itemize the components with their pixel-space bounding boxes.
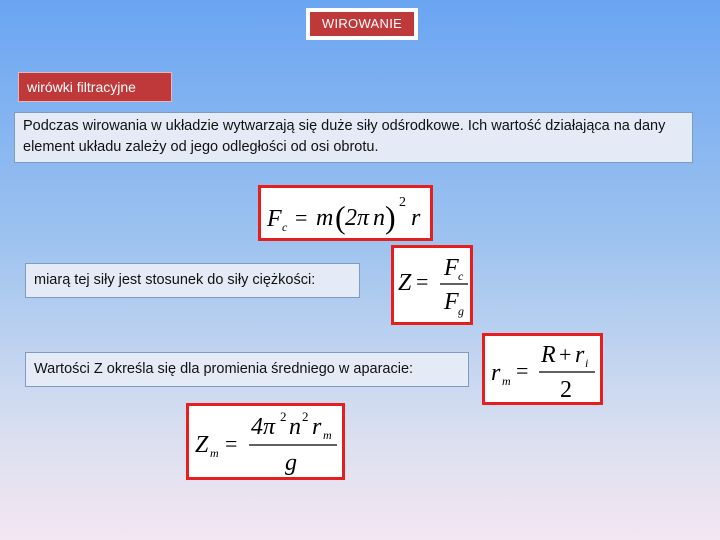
- formula-subscript: c: [282, 220, 288, 234]
- slide-title-box: [306, 8, 418, 40]
- formula-exponent: 2: [399, 195, 406, 210]
- formula-symbol: g: [285, 450, 297, 476]
- formula-symbol: R: [541, 342, 556, 368]
- formula-subscript: m: [323, 428, 332, 442]
- formula-symbol: r: [575, 342, 585, 368]
- formula-subscript: m: [502, 374, 511, 388]
- formula-operator: =: [225, 431, 238, 456]
- centrifugal-force-formula: [258, 185, 433, 241]
- intro-text-box: Podczas wirowania w układzie wytwarzają się duże siły odśrodkowe. Ich wartość działająca na dany element układu zależy od jego odległości od osi obrotu.: [14, 112, 693, 163]
- slide-title: WIROWANIE: [310, 12, 414, 36]
- formula-symbol: m: [316, 205, 334, 231]
- formula-symbol: n: [373, 205, 385, 231]
- formula-symbol: 2π: [345, 205, 370, 231]
- mean-radius-formula: [482, 333, 603, 405]
- z-mean-formula: [186, 403, 345, 480]
- formula-symbol: n: [289, 414, 301, 440]
- radius-text-box: Wartości Z określa się dla promienia średniego w aparacie:: [25, 352, 469, 387]
- formula-symbol: 4π: [251, 414, 276, 440]
- formula-symbol: F: [267, 206, 282, 232]
- formula-symbol: Z: [398, 270, 412, 296]
- formula-exponent: 2: [302, 409, 309, 424]
- formula-symbol: r: [491, 360, 501, 386]
- formula-symbol: r: [312, 414, 322, 440]
- formula-symbol: r: [411, 205, 421, 231]
- formula-subscript: i: [585, 356, 589, 370]
- formula-number: 2: [560, 377, 572, 402]
- formula-operator: +: [559, 342, 572, 367]
- formula-bracket: ): [385, 199, 396, 235]
- formula-symbol: F: [444, 289, 459, 315]
- formula-operator: =: [416, 269, 429, 294]
- formula-bracket: (: [335, 199, 346, 235]
- formula-subscript: c: [458, 269, 464, 283]
- formula-symbol: Z: [195, 432, 209, 458]
- formula-symbol: F: [444, 255, 459, 281]
- formula-operator: =: [516, 358, 529, 383]
- ratio-text-box: miarą tej siły jest stosunek do siły ciężkości:: [25, 263, 360, 298]
- z-ratio-formula: [391, 245, 473, 325]
- section-subtitle: wirówki filtracyjne: [18, 72, 172, 102]
- formula-operator: =: [295, 205, 308, 230]
- formula-subscript: m: [210, 446, 219, 460]
- formula-exponent: 2: [280, 409, 287, 424]
- formula-subscript: g: [458, 304, 464, 318]
